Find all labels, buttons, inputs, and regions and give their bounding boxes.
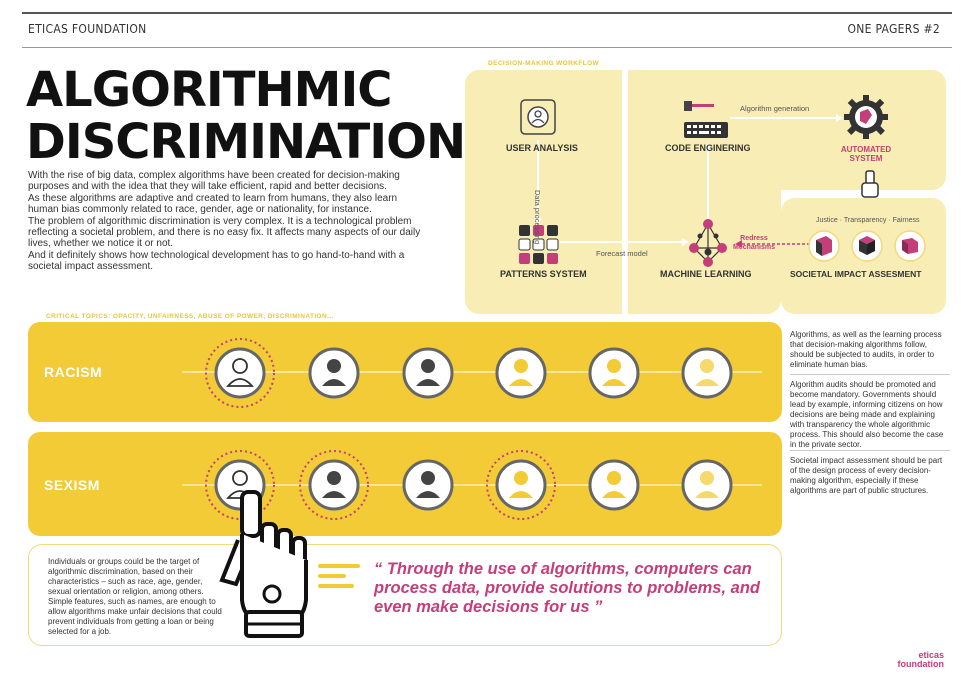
logo-line1: eticas: [918, 650, 944, 660]
logo-line2: foundation: [897, 659, 944, 669]
side-note-2: Algorithm audits should be promoted and become mandatory. Governments should lead by example, informing citizens on how decisions are being made and explaining with transparency the whole algorithmic process. This should also become the case in the private sector.: [790, 380, 944, 449]
eticas-logo: [898, 651, 945, 669]
node-user-analysis: USER ANALYSIS: [506, 143, 578, 153]
workflow-label: DECISION-MAKING WORKFLOW: [488, 60, 600, 67]
node-societal-impact: SOCIETAL IMPACT ASSESMENT: [790, 269, 922, 279]
values-text: Justice · Transparency · Fairness: [816, 217, 920, 224]
edge-forecast-model: Forecast model: [596, 249, 648, 258]
header-series: ONE PAGERS #2: [847, 22, 940, 36]
node-machine-learning: MACHINE LEARNING: [660, 269, 752, 279]
page-title-line2: DISCRIMINATION: [26, 114, 466, 170]
mechanisms-line: Mechanisms: [732, 244, 776, 251]
bottom-description: Individuals or groups could be the target of algorithmic discrimination, based on their characteristics – such as race, age, gender, sexual orientation or religion, among others. Simple features, such as names, are enough to allow algorithms make unfair decisions that could prevent individuals from getting a loan or being selected for a job.: [48, 557, 222, 636]
critical-topics-label: CRITICAL TOPICS: OPACITY, UNFAIRNESS, ABUSE OF POWER, DISCRIMINATION...: [46, 313, 334, 320]
edge-algorithm-generation: Algorithm generation: [740, 104, 810, 113]
quote-bar: [318, 564, 360, 568]
intro-paragraph: And it definitely shows how technological development has to go hand-to-hand with a societal impact assessment.: [28, 249, 405, 273]
header-org: ETICAS FOUNDATION: [28, 22, 147, 36]
intro-paragraph: With the rise of big data, complex algorithms have been created for decision-making purposes and with the idea that they will take efficient, rapid and better decisions.: [28, 170, 400, 193]
pull-quote: “ Through the use of algorithms, computers can process data, provide solutions to problems, and even make decisions for us ”: [374, 560, 760, 616]
quote-bar: [318, 584, 354, 588]
side-note-3: Societal impact assessment should be part of the design process of every decision-making algorithm, especially if these algorithms are part of public structures.: [790, 456, 943, 495]
racism-label: RACISM: [44, 364, 103, 380]
sexism-label: SEXISM: [44, 477, 100, 493]
edge-data-processing: Data processing: [533, 190, 542, 245]
automated-line: AUTOMATED: [840, 145, 892, 154]
page-title-line1: ALGORITHMIC: [26, 62, 392, 118]
intro-paragraph: As these algorithms are adaptive and created to learn from humans, they also learn human bias commonly related to race, gender, age or nationality, for instance.: [28, 192, 398, 216]
robot-hand-icon: [222, 492, 306, 636]
side-note-1: Algorithms, as well as the learning process that decision-making algorithms follow, should be subjected to audits, in order to eliminate human bias.: [790, 330, 942, 369]
node-code-engineering: CODE ENGINERING: [665, 143, 751, 153]
node-patterns-system: PATTERNS SYSTEM: [500, 269, 587, 279]
quote-bar: [318, 574, 346, 578]
intro-paragraph: The problem of algorithmic discrimination is very complex. It is a technological problem reflecting a societal problem, and there is no easy fix. It affects many aspects of our daily lives, whether we notice it or not.: [28, 215, 421, 250]
system-line: SYSTEM: [849, 154, 883, 163]
redress-line: Redress: [740, 235, 768, 242]
